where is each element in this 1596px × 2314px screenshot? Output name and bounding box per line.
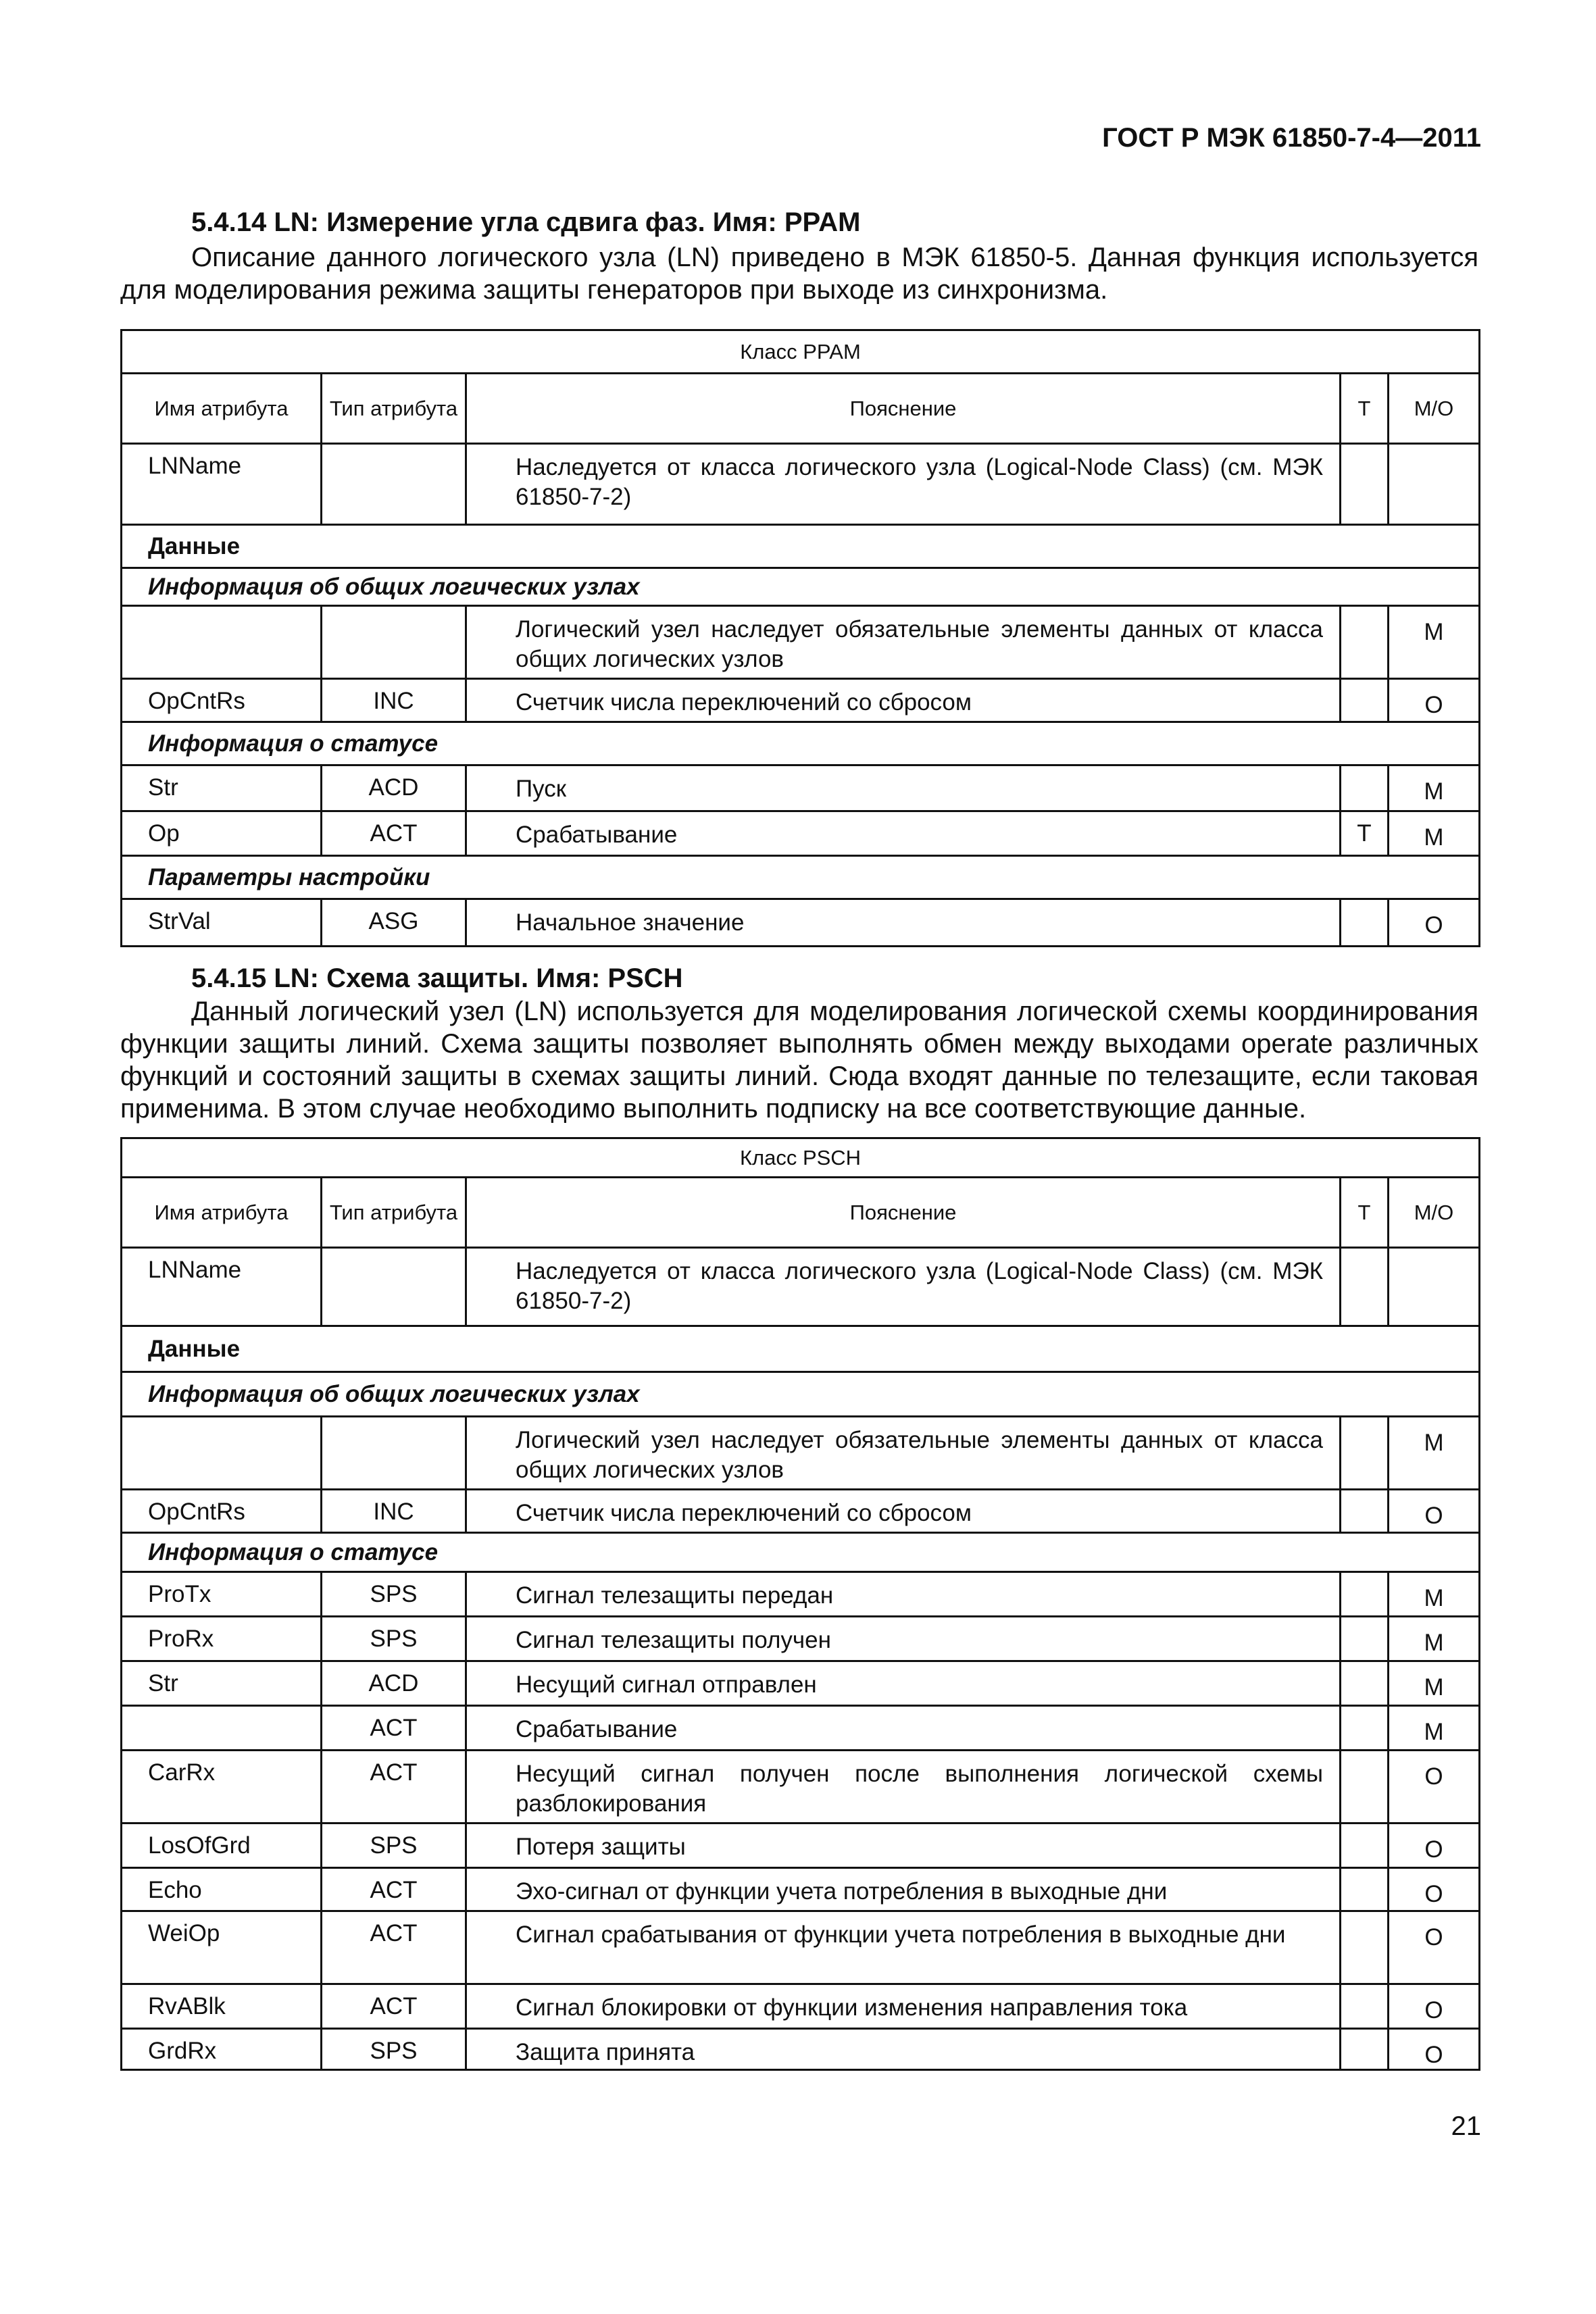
table-row bbox=[122, 1661, 1480, 1706]
table-row bbox=[122, 811, 1480, 856]
table-row bbox=[122, 679, 1480, 722]
attribute-name-cell: ProRx bbox=[122, 1617, 322, 1661]
section-title: 5.4.15 LN: Схема защиты. Имя: PSCH bbox=[191, 963, 683, 993]
attribute-type-cell: INC bbox=[322, 1490, 466, 1533]
attribute-type-cell: ASG bbox=[322, 899, 466, 947]
explanation-text: Наследуется от класса логического узла (Logical-Node Class) (см. МЭК 61850-7-2) bbox=[516, 454, 1323, 510]
page-header: ГОСТ Р МЭК 61850-7-4—2011 bbox=[1102, 123, 1481, 153]
mo-cell: O bbox=[1389, 1490, 1480, 1533]
explanation-cell bbox=[466, 1417, 1341, 1490]
attribute-type-cell: ACT bbox=[322, 1911, 466, 1984]
attribute-type-cell: ACT bbox=[322, 1984, 466, 2029]
column-header-mo: M/O bbox=[1389, 374, 1480, 444]
attribute-type-cell: SPS bbox=[322, 1823, 466, 1868]
explanation-text: Сигнал срабатывания от функции учета потребления в выходные дни bbox=[516, 1921, 1286, 1948]
table-row bbox=[122, 1911, 1480, 1984]
explanation-text: Логический узел наследует обязательные элементы данных от класса общих логических узлов bbox=[516, 616, 1323, 672]
attribute-type-cell bbox=[322, 606, 466, 679]
group-row bbox=[122, 568, 1480, 606]
explanation-text: Логический узел наследует обязательные элементы данных от класса общих логических узлов bbox=[516, 1427, 1323, 1483]
mo-cell: O bbox=[1389, 2029, 1480, 2070]
attribute-name-cell bbox=[122, 1417, 322, 1490]
mo-cell: M bbox=[1389, 606, 1480, 679]
explanation-cell bbox=[466, 2029, 1341, 2070]
class-table-psch bbox=[120, 1137, 1480, 2071]
table-row bbox=[122, 1823, 1480, 1868]
mo-cell: M bbox=[1389, 811, 1480, 856]
mo-cell: M bbox=[1389, 1661, 1480, 1706]
group-label: Информация об общих логических узлах bbox=[122, 568, 1480, 606]
explanation-text: Срабатывание bbox=[516, 822, 678, 848]
group-label: Информация о статусе bbox=[122, 1533, 1480, 1572]
explanation-text: Срабатывание bbox=[516, 1716, 678, 1742]
attribute-type-cell: SPS bbox=[322, 1572, 466, 1617]
explanation-cell bbox=[466, 811, 1341, 856]
section-title: 5.4.14 LN: Измерение угла сдвига фаз. Имя: PPAM bbox=[191, 207, 861, 237]
explanation-cell bbox=[466, 1617, 1341, 1661]
group-row bbox=[122, 1372, 1480, 1417]
t-cell bbox=[1341, 606, 1389, 679]
t-cell bbox=[1341, 765, 1389, 811]
attribute-type-cell: ACD bbox=[322, 1661, 466, 1706]
column-header-explanation: Пояснение bbox=[466, 374, 1341, 444]
attribute-type-cell bbox=[322, 1248, 466, 1326]
explanation-cell bbox=[466, 1751, 1341, 1823]
class-table-ppam bbox=[120, 329, 1480, 947]
explanation-cell bbox=[466, 899, 1341, 947]
t-cell bbox=[1341, 1751, 1389, 1823]
group-label: Параметры настройки bbox=[122, 856, 1480, 899]
attribute-name-cell: Echo bbox=[122, 1868, 322, 1911]
explanation-text: Несущий сигнал получен после выполнения логической схемы разблокирования bbox=[516, 1761, 1323, 1817]
mo-cell: O bbox=[1389, 1751, 1480, 1823]
table-row bbox=[122, 2029, 1480, 2070]
attribute-type-cell: ACD bbox=[322, 765, 466, 811]
explanation-cell bbox=[466, 765, 1341, 811]
attribute-name-cell: WeiOp bbox=[122, 1911, 322, 1984]
attribute-name-cell: LNName bbox=[122, 444, 322, 525]
group-row bbox=[122, 525, 1480, 568]
t-cell bbox=[1341, 1490, 1389, 1533]
attribute-type-cell: ACT bbox=[322, 811, 466, 856]
mo-cell: M bbox=[1389, 1617, 1480, 1661]
explanation-text: Несущий сигнал отправлен bbox=[516, 1671, 817, 1698]
mo-cell: O bbox=[1389, 899, 1480, 947]
explanation-text: Сигнал телезащиты передан bbox=[516, 1582, 834, 1609]
explanation-text: Сигнал блокировки от функции изменения направления тока bbox=[516, 1994, 1188, 2021]
group-row bbox=[122, 1533, 1480, 1572]
table-row bbox=[122, 1984, 1480, 2029]
mo-cell bbox=[1389, 1248, 1480, 1326]
column-header-name: Имя атрибута bbox=[122, 374, 322, 444]
mo-cell: O bbox=[1389, 1984, 1480, 2029]
explanation-cell bbox=[466, 1706, 1341, 1751]
explanation-cell bbox=[466, 1984, 1341, 2029]
table-row bbox=[122, 1751, 1480, 1823]
group-label: Данные bbox=[122, 1326, 1480, 1372]
t-cell bbox=[1341, 1572, 1389, 1617]
mo-cell: M bbox=[1389, 1706, 1480, 1751]
section-paragraph: Описание данного логического узла (LN) приведено в МЭК 61850-5. Данная функция используется для моделирования режима защиты генераторов при выходе из синхронизма. bbox=[120, 243, 1478, 305]
table-caption: Класс PPAM bbox=[122, 330, 1480, 374]
table-row bbox=[122, 606, 1480, 679]
group-label: Данные bbox=[122, 525, 1480, 568]
table-row bbox=[122, 1706, 1480, 1751]
column-header-explanation: Пояснение bbox=[466, 1178, 1341, 1248]
explanation-cell bbox=[466, 1661, 1341, 1706]
t-cell bbox=[1341, 1248, 1389, 1326]
column-header-name: Имя атрибута bbox=[122, 1178, 322, 1248]
attribute-name-cell: StrVal bbox=[122, 899, 322, 947]
explanation-cell bbox=[466, 1490, 1341, 1533]
t-cell: T bbox=[1341, 811, 1389, 856]
attribute-type-cell: ACT bbox=[322, 1868, 466, 1911]
mo-cell: O bbox=[1389, 1823, 1480, 1868]
attribute-name-cell: ProTx bbox=[122, 1572, 322, 1617]
attribute-type-cell: ACT bbox=[322, 1706, 466, 1751]
explanation-text: Сигнал телезащиты получен bbox=[516, 1627, 831, 1653]
t-cell bbox=[1341, 679, 1389, 722]
t-cell bbox=[1341, 1823, 1389, 1868]
mo-cell bbox=[1389, 444, 1480, 525]
column-header-mo: M/O bbox=[1389, 1178, 1480, 1248]
mo-cell: O bbox=[1389, 679, 1480, 722]
attribute-name-cell: Str bbox=[122, 1661, 322, 1706]
column-header-type: Тип атрибута bbox=[322, 1178, 466, 1248]
column-header-t: T bbox=[1341, 1178, 1389, 1248]
mo-cell: M bbox=[1389, 765, 1480, 811]
attribute-name-cell: RvABlk bbox=[122, 1984, 322, 2029]
table-row bbox=[122, 1572, 1480, 1617]
group-row bbox=[122, 1326, 1480, 1372]
t-cell bbox=[1341, 1706, 1389, 1751]
attribute-name-cell: GrdRx bbox=[122, 2029, 322, 2070]
explanation-cell bbox=[466, 1572, 1341, 1617]
explanation-text: Счетчик числа переключений со сбросом bbox=[516, 1500, 972, 1526]
t-cell bbox=[1341, 1617, 1389, 1661]
explanation-text: Защита принята bbox=[516, 2039, 695, 2065]
explanation-text: Начальное значение bbox=[516, 909, 745, 936]
attribute-name-cell: LosOfGrd bbox=[122, 1823, 322, 1868]
attribute-name-cell: OpCntRs bbox=[122, 1490, 322, 1533]
t-cell bbox=[1341, 2029, 1389, 2070]
explanation-cell bbox=[466, 1248, 1341, 1326]
explanation-cell bbox=[466, 679, 1341, 722]
table-row bbox=[122, 1617, 1480, 1661]
group-row bbox=[122, 722, 1480, 765]
t-cell bbox=[1341, 1661, 1389, 1706]
attribute-name-cell bbox=[122, 1706, 322, 1751]
table-caption: Класс PSCH bbox=[122, 1138, 1480, 1178]
page-number: 21 bbox=[1451, 2111, 1481, 2141]
attribute-name-cell: Str bbox=[122, 765, 322, 811]
attribute-type-cell: ACT bbox=[322, 1751, 466, 1823]
explanation-cell bbox=[466, 1911, 1341, 1984]
attribute-type-cell: SPS bbox=[322, 2029, 466, 2070]
explanation-cell bbox=[466, 444, 1341, 525]
attribute-type-cell: SPS bbox=[322, 1617, 466, 1661]
table-row bbox=[122, 1248, 1480, 1326]
t-cell bbox=[1341, 444, 1389, 525]
mo-cell: O bbox=[1389, 1911, 1480, 1984]
table-row bbox=[122, 899, 1480, 947]
table-row bbox=[122, 1868, 1480, 1911]
explanation-text: Счетчик числа переключений со сбросом bbox=[516, 689, 972, 715]
table-row bbox=[122, 765, 1480, 811]
explanation-text: Потеря защиты bbox=[516, 1834, 686, 1860]
table-row bbox=[122, 1490, 1480, 1533]
attribute-name-cell: LNName bbox=[122, 1248, 322, 1326]
attribute-name-cell: Op bbox=[122, 811, 322, 856]
mo-cell: O bbox=[1389, 1868, 1480, 1911]
explanation-text: Эхо-сигнал от функции учета потребления в выходные дни bbox=[516, 1878, 1168, 1905]
explanation-text: Пуск bbox=[516, 776, 567, 802]
group-label: Информация о статусе bbox=[122, 722, 1480, 765]
attribute-type-cell bbox=[322, 444, 466, 525]
column-header-type: Тип атрибута bbox=[322, 374, 466, 444]
group-label: Информация об общих логических узлах bbox=[122, 1372, 1480, 1417]
t-cell bbox=[1341, 1984, 1389, 2029]
t-cell bbox=[1341, 899, 1389, 947]
attribute-type-cell: INC bbox=[322, 679, 466, 722]
group-row bbox=[122, 856, 1480, 899]
mo-cell: M bbox=[1389, 1572, 1480, 1617]
t-cell bbox=[1341, 1417, 1389, 1490]
column-header-t: T bbox=[1341, 374, 1389, 444]
explanation-cell bbox=[466, 1823, 1341, 1868]
t-cell bbox=[1341, 1911, 1389, 1984]
section-paragraph: Данный логический узел (LN) используется для моделирования логической схемы координирования функции защиты линий. Схема защиты позволяет выполнять обмен между выходами operate различных функций и состояний защиты в схемах защиты линий. Сюда входят данные по телезащите, если таковая применима. В этом случае необходимо выполнить подписку на все соответствующие данные. bbox=[120, 997, 1478, 1124]
explanation-cell bbox=[466, 1868, 1341, 1911]
table-row bbox=[122, 444, 1480, 525]
explanation-cell bbox=[466, 606, 1341, 679]
attribute-name-cell: OpCntRs bbox=[122, 679, 322, 722]
table-row bbox=[122, 1417, 1480, 1490]
attribute-name-cell bbox=[122, 606, 322, 679]
mo-cell: M bbox=[1389, 1417, 1480, 1490]
t-cell bbox=[1341, 1868, 1389, 1911]
attribute-name-cell: CarRx bbox=[122, 1751, 322, 1823]
attribute-type-cell bbox=[322, 1417, 466, 1490]
explanation-text: Наследуется от класса логического узла (Logical-Node Class) (см. МЭК 61850-7-2) bbox=[516, 1258, 1323, 1314]
